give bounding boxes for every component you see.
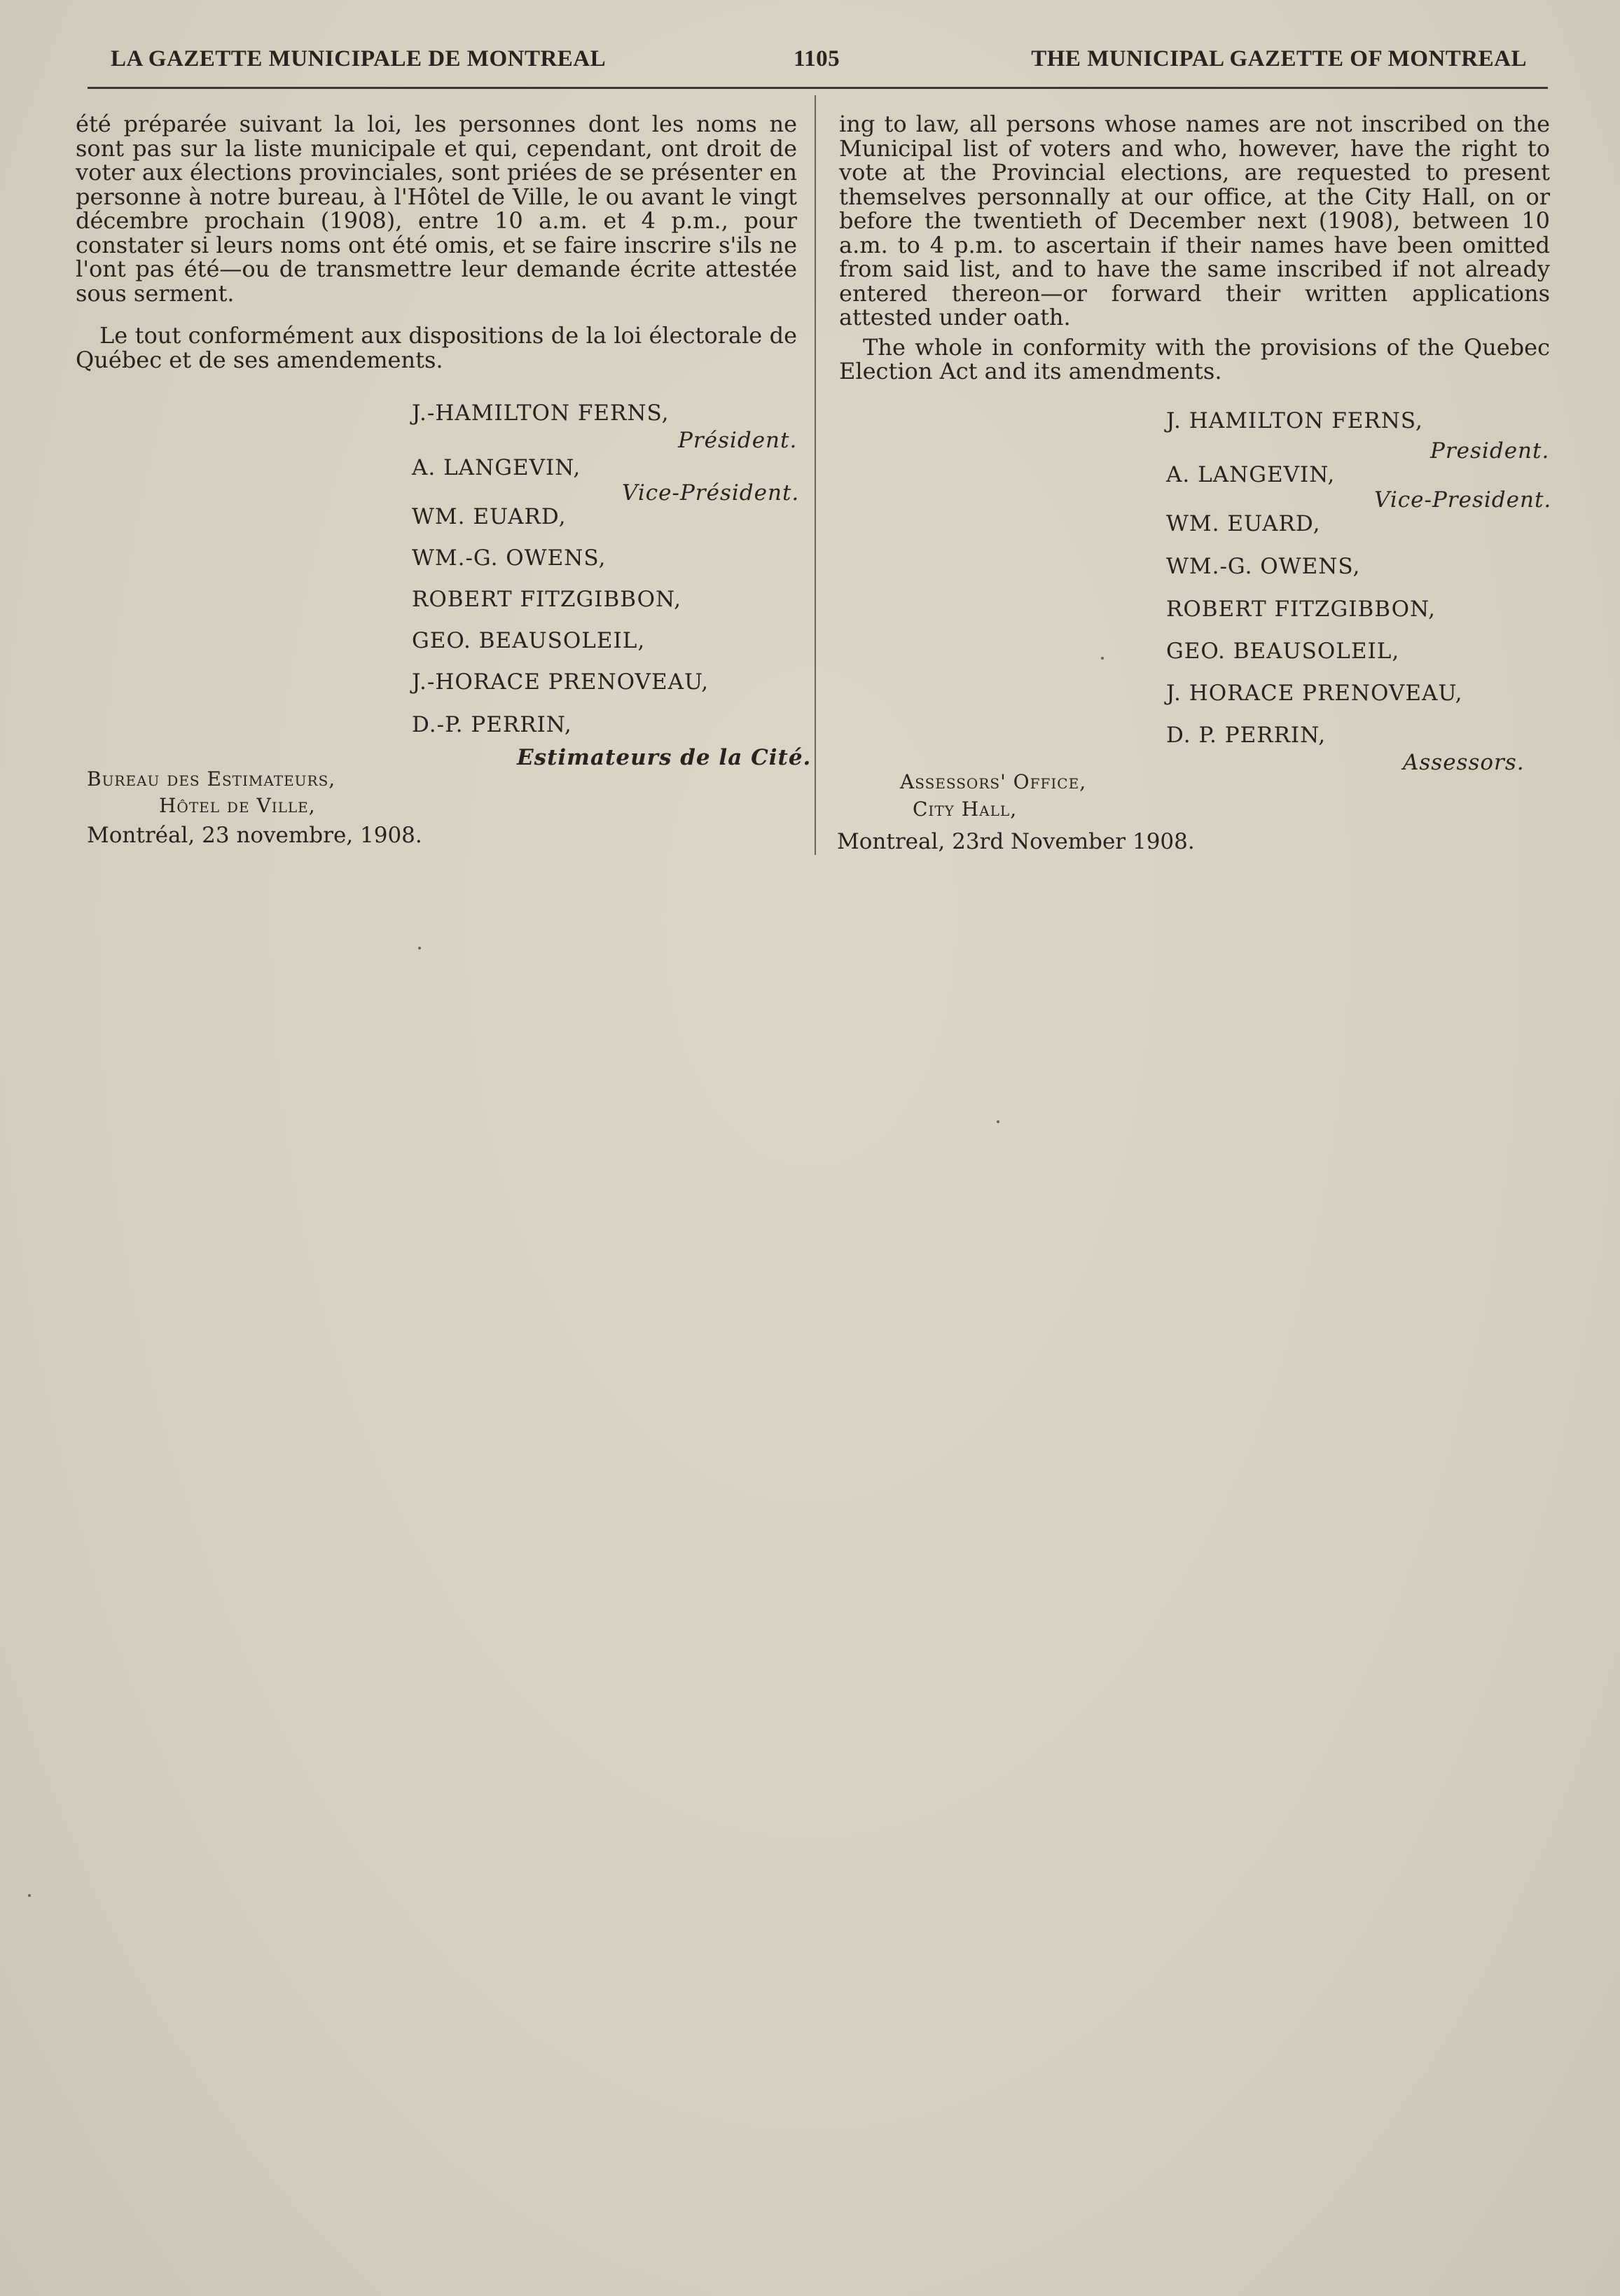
english-signatory: J. HORACE PRENOVEAU, bbox=[1166, 681, 1463, 706]
paper-speck bbox=[1101, 657, 1104, 660]
french-paragraph-1: été préparée suivant la loi, les personnes dont les noms ne sont pas sur la liste municipale et qui, cependant, ont droit de voter aux élections provinciales, sont priées de se présenter en personne à notre bureau, à l'Hôtel de Ville, le ou avant le vingt décembre prochain (1908), entre 10 a.m. et 4 p.m., pour constater si leurs noms ont été omis, et se faire inscrire s'ils ne l'ont pas été—ou de transmettre leur demande écrite attestée sous serment. bbox=[76, 111, 797, 307]
paper-speck bbox=[28, 1894, 31, 1897]
french-paragraph-2: Le tout conformément aux dispositions de la loi électorale de Québec et de ses amendements. bbox=[76, 322, 797, 373]
french-signatory: GEO. BEAUSOLEIL, bbox=[412, 628, 646, 653]
header-english-title: THE MUNICIPAL GAZETTE OF MONTREAL bbox=[1031, 46, 1527, 71]
header-rule bbox=[88, 87, 1548, 89]
english-paragraph-2: The whole in conformity with the provisions of the Quebec Election Act and its amendments. bbox=[839, 333, 1550, 384]
english-title-assessors: Assessors. bbox=[1403, 750, 1525, 775]
english-signatory: J. HAMILTON FERNS, bbox=[1166, 408, 1423, 433]
english-paragraph-1: ing to law, all persons whose names are not inscribed on the Municipal list of voters and who, however, have the right to vote at the Provincial elections, are requested to present themselves personnally at our office, at the City Hall, on or before the twentieth of December next (1908), between 10 a.m. to 4 p.m. to ascertain if their names have been omitted from said list, and to have the same inscribed if not already entered thereon—or forward their written applications attested under oath. bbox=[839, 111, 1550, 331]
english-date: Montreal, 23rd November 1908. bbox=[837, 829, 1195, 854]
column-divider bbox=[815, 95, 816, 855]
french-title-assessors: Estimateurs de la Cité. bbox=[517, 745, 812, 770]
french-signatory: ROBERT FITZGIBBON, bbox=[412, 587, 682, 612]
english-column bbox=[839, 112, 1550, 384]
english-title-president: President. bbox=[1430, 438, 1550, 464]
french-office-line-1: Bureau des Estimateurs, bbox=[87, 767, 336, 791]
english-office-line-2: City Hall, bbox=[913, 798, 1018, 821]
french-column bbox=[76, 112, 797, 372]
english-signatory: A. LANGEVIN, bbox=[1166, 462, 1336, 487]
french-signatory: A. LANGEVIN, bbox=[412, 455, 581, 480]
french-signatory: J.-HORACE PRENOVEAU, bbox=[412, 669, 709, 695]
paper-speck bbox=[418, 947, 421, 949]
french-signatory: J.-HAMILTON FERNS, bbox=[412, 401, 670, 426]
english-signatory: ROBERT FITZGIBBON, bbox=[1166, 597, 1436, 622]
english-title-vice-president: Vice-President. bbox=[1374, 487, 1552, 513]
english-signatory: WM. EUARD, bbox=[1166, 511, 1321, 536]
header-french-title: LA GAZETTE MUNICIPALE DE MONTREAL bbox=[111, 46, 607, 71]
french-date: Montréal, 23 novembre, 1908. bbox=[87, 823, 422, 848]
french-signatory: D.-P. PERRIN, bbox=[412, 712, 572, 737]
english-signatory: WM.-G. OWENS, bbox=[1166, 554, 1361, 579]
french-title-president: Président. bbox=[678, 428, 798, 453]
french-office-line-2: Hôtel de Ville, bbox=[159, 794, 316, 817]
english-signatory: D. P. PERRIN, bbox=[1166, 723, 1327, 748]
french-signatory: WM. EUARD, bbox=[412, 504, 567, 529]
page-header bbox=[111, 46, 1527, 77]
page-number: 1105 bbox=[794, 46, 840, 71]
paper-speck bbox=[997, 1120, 999, 1123]
english-signatory: GEO. BEAUSOLEIL, bbox=[1166, 639, 1400, 664]
english-office-line-1: Assessors' Office, bbox=[900, 770, 1087, 793]
french-signatory: WM.-G. OWENS, bbox=[412, 545, 607, 571]
french-title-vice-president: Vice-Président. bbox=[622, 480, 800, 506]
